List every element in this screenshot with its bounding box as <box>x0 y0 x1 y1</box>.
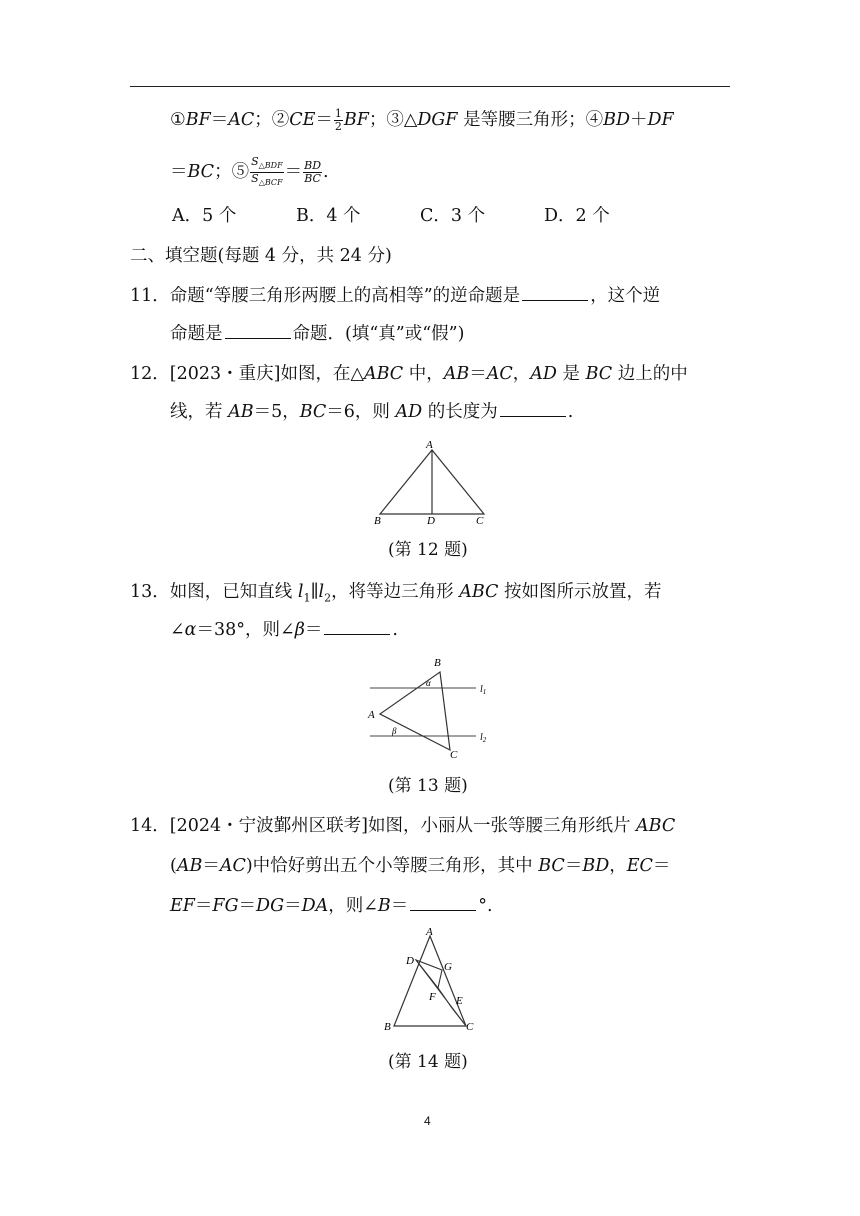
answer-blank[interactable] <box>500 400 566 417</box>
label-c: C <box>476 515 484 527</box>
q14-line1: 14．[2024・宁波鄞州区联考]如图，小丽从一张等腰三角形纸片 ABC <box>130 816 676 836</box>
label-f: F <box>429 991 436 1003</box>
answer-blank[interactable] <box>410 894 476 911</box>
label-alpha: α <box>426 678 431 688</box>
q10-statements-line1: ①BF＝AC；②CE＝ $\frac{1}{2}$ BF；③△DGF 是等腰三角形；④BD＋DF <box>170 107 674 133</box>
question-number: 11． <box>130 286 170 306</box>
triangle-abc <box>380 672 450 750</box>
label-g: G <box>444 961 452 973</box>
label-b: B <box>434 657 441 669</box>
question-number: 12． <box>130 364 170 384</box>
q12-line2: 线，若 AB＝5，BC＝6，则 AD 的长度为 . <box>170 402 574 422</box>
label-b: B <box>384 1021 391 1033</box>
header-rule <box>130 86 730 87</box>
q14-line3: EF＝FG＝DG＝DA，则∠B＝ °. <box>170 896 493 916</box>
answer-blank[interactable] <box>225 322 291 339</box>
page-number: 4 <box>424 1114 431 1128</box>
option-a[interactable]: A．5 个 <box>172 206 237 226</box>
label-l2: $l_2$ <box>480 732 487 744</box>
q10-statements-line2: ＝BC；⑤ $\frac{S_{\triangle BDF}}{S_{\triangle BCF}}$ ＝ $\frac{BD}{BC}$ . <box>170 155 329 188</box>
option-d[interactable]: D．2 个 <box>544 206 610 226</box>
q11-line1: 11．命题“等腰三角形两腰上的高相等”的逆命题是 ，这个逆 <box>130 286 661 306</box>
label-a: A <box>426 439 433 451</box>
option-c[interactable]: C．3 个 <box>420 206 486 226</box>
question-number: 13． <box>130 582 170 602</box>
q10-options <box>172 204 668 228</box>
section-heading: 二、填空题(每题 4 分，共 24 分) <box>130 246 392 266</box>
segment-ratio-fraction: $\frac{BD}{BC}$ <box>304 159 322 186</box>
answer-blank[interactable] <box>522 284 588 301</box>
q13-caption: (第 13 题) <box>388 776 468 796</box>
q12-line1: 12．[2023・重庆]如图，在△ABC 中，AB＝AC，AD 是 BC 边上的中 <box>130 364 688 384</box>
q14-figure <box>376 926 486 1038</box>
q13-line2: ∠α＝38°，则∠β＝ . <box>170 620 398 640</box>
label-d: D <box>427 515 435 527</box>
q13-figure <box>362 652 502 764</box>
label-b: B <box>374 515 381 527</box>
label-d: D <box>406 955 414 967</box>
question-number: 14． <box>130 816 170 836</box>
label-beta: β <box>392 726 397 736</box>
label-c: C <box>450 749 458 761</box>
option-b[interactable]: B．4 个 <box>296 206 361 226</box>
area-ratio-fraction: $\frac{S_{\triangle BDF}}{S_{\triangle BCF}}$ <box>251 155 283 188</box>
q14-caption: (第 14 题) <box>388 1052 468 1072</box>
fraction-half: $\frac{1}{2}$ <box>334 107 342 133</box>
label-l1: $l_1$ <box>480 684 487 696</box>
q13-line1: 13．如图，已知直线 $l_1\parallel l_2$，将等边三角形 ABC 按如图所示放置，若 <box>130 582 662 605</box>
label-c: C <box>466 1021 474 1033</box>
q12-figure <box>366 436 496 528</box>
label-a: A <box>426 926 433 938</box>
label-a: A <box>368 709 375 721</box>
q12-caption: (第 12 题) <box>388 540 468 560</box>
q11-line2: 命题是 命题．(填“真”或“假”) <box>170 324 465 344</box>
answer-blank[interactable] <box>324 618 390 635</box>
label-e: E <box>456 995 463 1007</box>
q14-line2: (AB＝AC)中恰好剪出五个小等腰三角形，其中 BC＝BD，EC＝ <box>170 856 671 876</box>
